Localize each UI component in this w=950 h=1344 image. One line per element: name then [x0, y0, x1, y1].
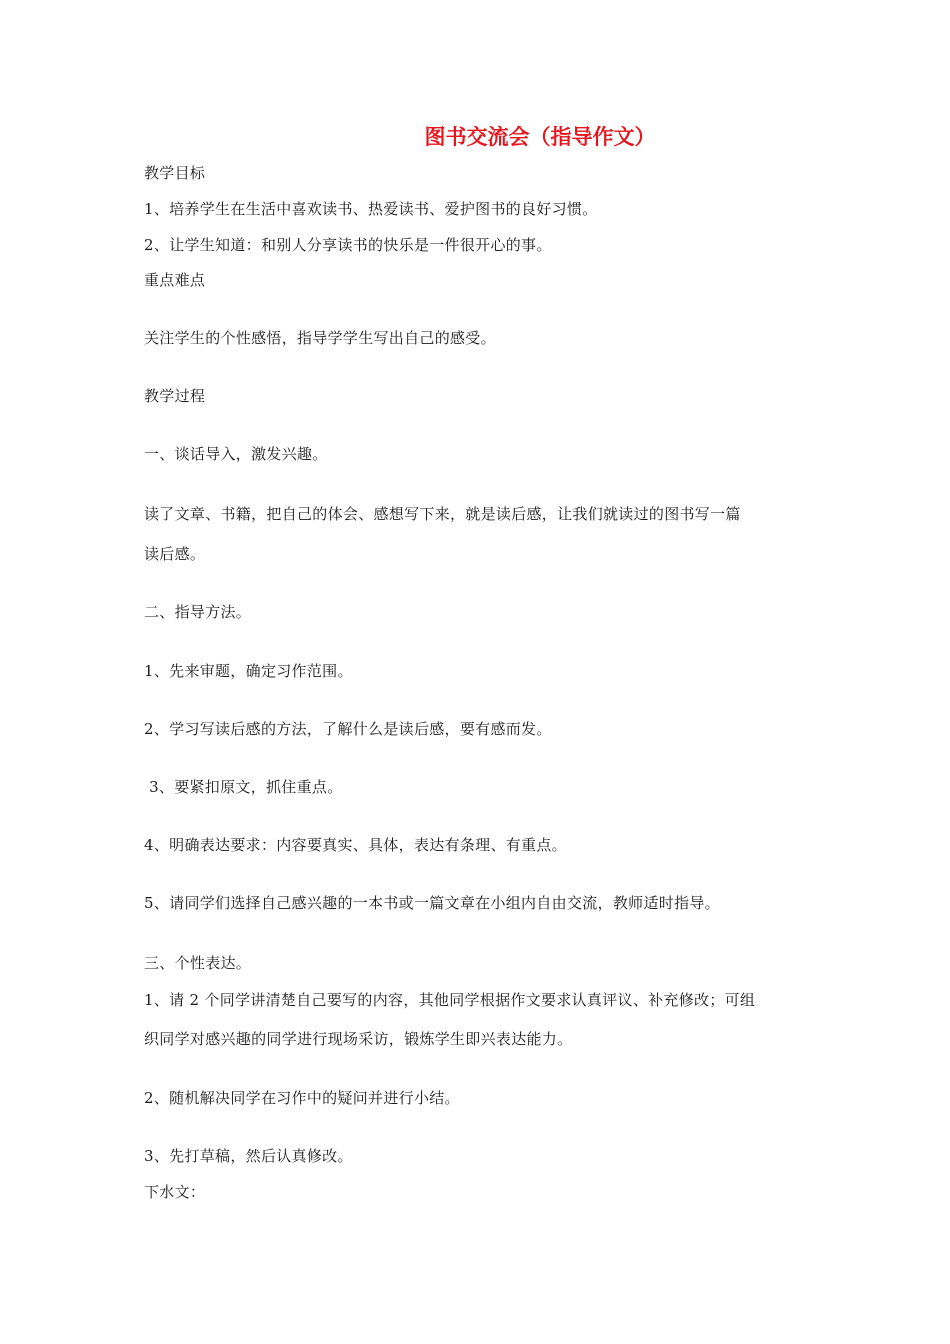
goal-line-1: 1、培养学生在生活中喜欢读书、热爱读书、爱护图书的良好习惯。	[144, 200, 598, 218]
section-three-heading: 三、个性表达。	[144, 954, 252, 972]
heading-key-points: 重点难点	[144, 271, 206, 289]
section-one-heading: 一、谈话导入，激发兴趣。	[144, 445, 328, 463]
method-item-2: 2、学习写读后感的方法，了解什么是读后感，要有感而发。	[144, 720, 552, 738]
method-item-5: 5、请同学们选择自己感兴趣的一本书或一篇文章在小组内自由交流，教师适时指导。	[144, 894, 720, 912]
method-item-4: 4、明确表达要求：内容要真实、具体，表达有条理、有重点。	[144, 836, 567, 854]
expression-item-1-line-1: 1、请 2 个同学讲清楚自己要写的内容，其他同学根据作文要求认真评议、补充修改；可组	[144, 991, 756, 1009]
heading-teaching-goals: 教学目标	[144, 164, 206, 182]
key-points-text: 关注学生的个性感悟，指导学学生写出自己的感受。	[144, 329, 496, 347]
section-two-heading: 二、指导方法。	[144, 603, 252, 621]
goal-line-2: 2、让学生知道：和别人分享读书的快乐是一件很开心的事。	[144, 236, 552, 254]
method-item-1: 1、先来审题，确定习作范围。	[144, 662, 353, 680]
paragraph-line-2: 读后感。	[144, 545, 206, 563]
expression-item-2: 2、随机解决同学在习作中的疑问并进行小结。	[144, 1089, 460, 1107]
expression-item-3: 3、先打草稿，然后认真修改。	[144, 1147, 353, 1165]
expression-item-1-line-2: 织同学对感兴趣的同学进行现场采访，锻炼学生即兴表达能力。	[144, 1030, 573, 1048]
document-title: 图书交流会（指导作文）	[424, 125, 656, 149]
sample-essay-label: 下水文：	[144, 1183, 206, 1201]
paragraph-line-1: 读了文章、书籍，把自己的体会、感想写下来，就是读后感，让我们就读过的图书写一篇	[144, 505, 741, 523]
heading-teaching-process: 教学过程	[144, 387, 206, 405]
method-item-3: 3、要紧扣原文，抓住重点。	[144, 778, 343, 796]
